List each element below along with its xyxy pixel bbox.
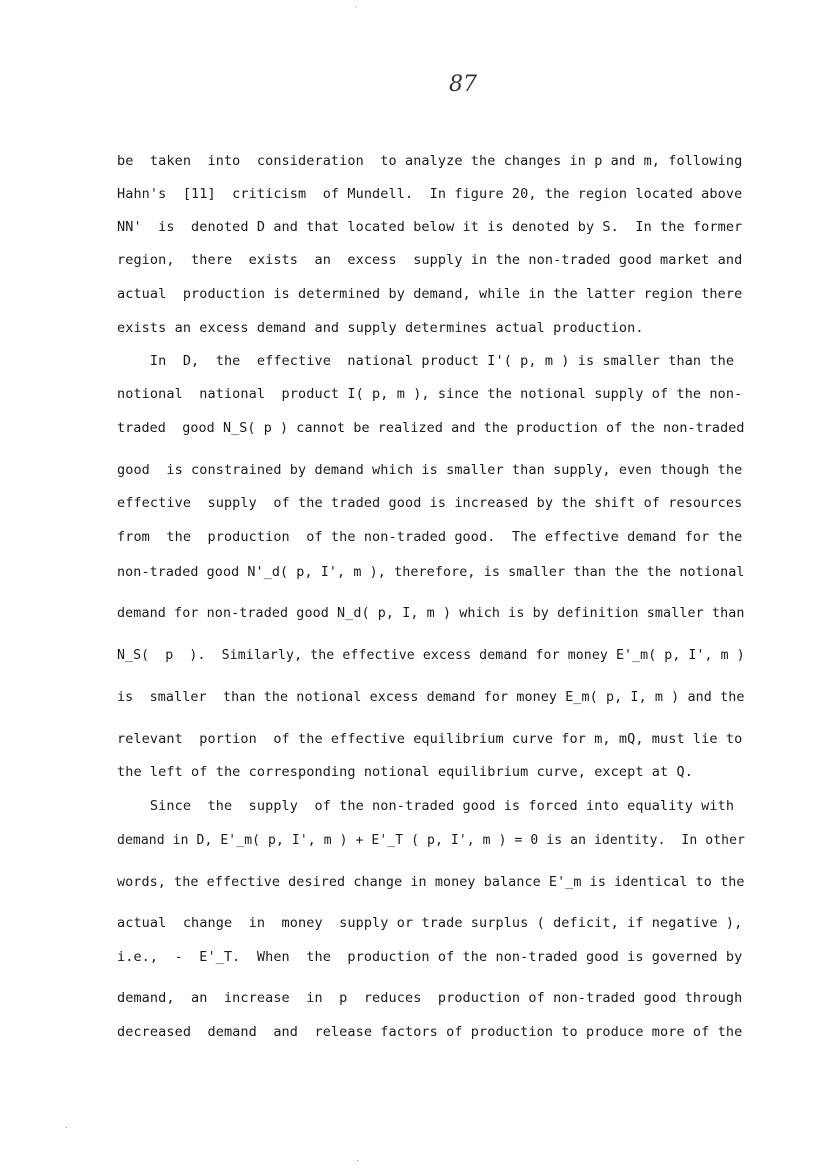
text-line: region, there exists an excess supply in the non-traded good market and bbox=[117, 252, 743, 268]
text-line: actual change in money supply or trade surplus ( deficit, if negative ), bbox=[117, 915, 743, 931]
text-line: notional national product I( p, m ), since the notional supply of the non- bbox=[117, 386, 743, 402]
text-line: N_S( p ). Similarly, the effective excess demand for money E'_m( p, I', m ) bbox=[117, 647, 745, 663]
text-line: non-traded good N'_d( p, I', m ), therefore, is smaller than the the notional bbox=[117, 564, 745, 580]
text-line: relevant portion of the effective equilibrium curve for m, mQ, must lie to bbox=[117, 731, 743, 747]
text-line: i.e., - E'_T. When the production of the non-traded good is governed by bbox=[117, 949, 743, 965]
text-line: Since the supply of the non-traded good is forced into equality with bbox=[117, 798, 735, 814]
text-line: decreased demand and release factors of production to produce more of the bbox=[117, 1024, 743, 1040]
scan-speck bbox=[356, 6, 357, 7]
text-line: Hahn's [11] criticism of Mundell. In figure 20, the region located above bbox=[117, 186, 743, 202]
text-line: good is constrained by demand which is smaller than supply, even though the bbox=[117, 462, 743, 478]
text-line: from the production of the non-traded good. The effective demand for the bbox=[117, 529, 743, 545]
scan-speck bbox=[357, 1160, 358, 1161]
text-line: is smaller than the notional excess demand for money E_m( p, I, m ) and the bbox=[117, 689, 745, 705]
text-line: traded good N_S( p ) cannot be realized and the production of the non-traded bbox=[117, 420, 745, 436]
text-line: effective supply of the traded good is increased by the shift of resources bbox=[117, 495, 743, 511]
text-line: demand in D, E'_m( p, I', m ) + E'_T ( p, I', m ) = 0 is an identity. In other bbox=[117, 832, 746, 848]
text-line: demand for non-traded good N_d( p, I, m ) which is by definition smaller than bbox=[117, 605, 745, 621]
text-line: demand, an increase in p reduces production of non-traded good through bbox=[117, 990, 743, 1006]
scan-speck bbox=[66, 1127, 67, 1128]
text-line: actual production is determined by demand, while in the latter region there bbox=[117, 286, 743, 302]
text-line: be taken into consideration to analyze the changes in p and m, following bbox=[117, 153, 743, 169]
text-line: In D, the effective national product I'( p, m ) is smaller than the bbox=[117, 353, 735, 369]
text-line: words, the effective desired change in money balance E'_m is identical to the bbox=[117, 874, 745, 890]
text-line: exists an excess demand and supply determines actual production. bbox=[117, 320, 644, 336]
text-line: NN' is denoted D and that located below it is denoted by S. In the former bbox=[117, 219, 743, 235]
text-line: the left of the corresponding notional equilibrium curve, except at Q. bbox=[117, 764, 693, 780]
page-number: 87 bbox=[449, 72, 477, 97]
